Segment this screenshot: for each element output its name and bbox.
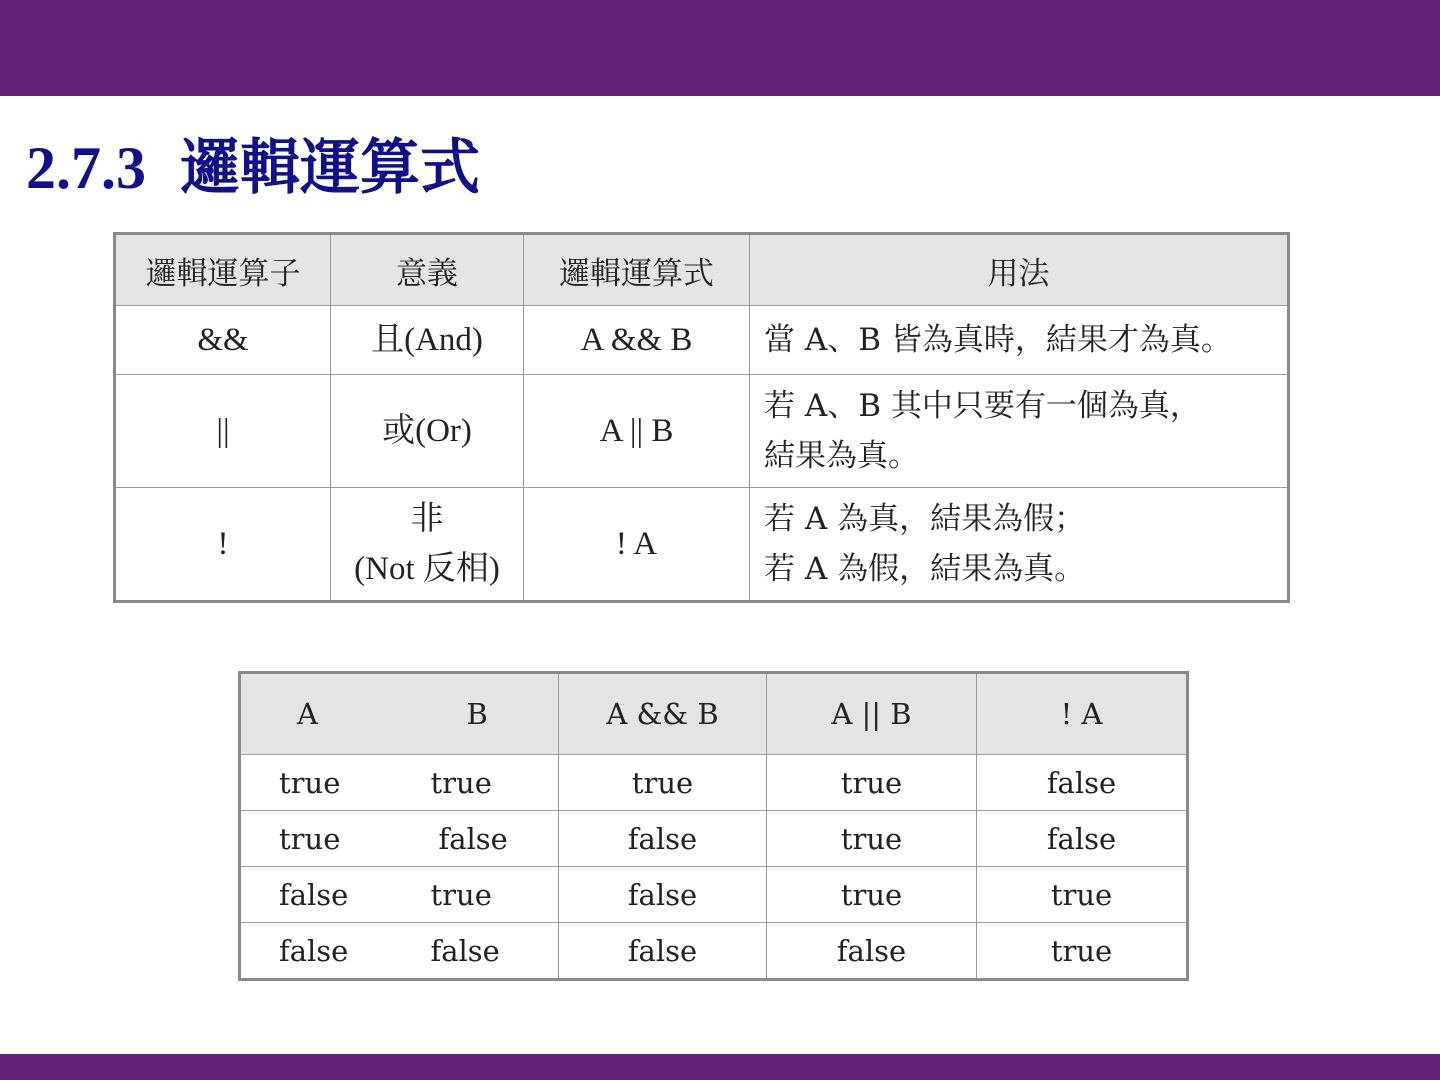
column-header-operator: 邏輯運算子 [115, 234, 331, 306]
not-result-cell: false [977, 811, 1188, 867]
usage-line: 結果為真。 [764, 438, 919, 474]
expression-cell: ! A [524, 488, 750, 602]
usage-line: 若 A、B 其中只要有一個為真， [764, 388, 1201, 424]
value-b-cell: true [397, 755, 559, 811]
table-row [115, 306, 1289, 375]
table-header-row [115, 234, 1289, 306]
column-header-meaning: 意義 [331, 234, 524, 306]
usage-cell [750, 306, 1289, 375]
meaning-line: (Not 反相) [354, 551, 500, 587]
not-result-cell: true [977, 867, 1188, 923]
or-result-cell: true [767, 755, 977, 811]
value-b-cell: false [397, 811, 559, 867]
table-row [115, 488, 1289, 602]
slide-title [26, 128, 480, 208]
value-a-cell: false [279, 933, 349, 968]
table-row [240, 811, 1188, 867]
top-banner-bar [0, 0, 1440, 96]
or-result-cell: true [767, 811, 977, 867]
table-row [240, 867, 1188, 923]
usage-line: 若 A 為假，結果為真。 [764, 551, 1086, 587]
meaning-cell [331, 375, 524, 488]
and-result-cell: false [559, 811, 767, 867]
meaning-line: 非 [410, 501, 444, 537]
value-b-cell: false [430, 933, 500, 968]
expression-cell: A && B [524, 306, 750, 375]
operator-cell: && [115, 306, 331, 375]
column-header-and: A && B [559, 673, 767, 755]
not-result-cell: true [977, 923, 1188, 980]
value-a-cell: true [240, 811, 397, 867]
table-header-row [240, 673, 1188, 755]
table-row [240, 755, 1188, 811]
usage-cell [750, 488, 1289, 602]
or-result-cell: true [767, 867, 977, 923]
meaning-line: 且(And) [371, 322, 483, 358]
and-result-cell: true [559, 755, 767, 811]
operator-cell: ! [115, 488, 331, 602]
value-b-cell: true [397, 867, 559, 923]
and-result-cell: false [559, 923, 767, 980]
or-result-cell: false [767, 923, 977, 980]
column-header-b: B [397, 673, 559, 755]
table-row [115, 375, 1289, 488]
meaning-cell [331, 488, 524, 602]
meaning-line: 或(Or) [382, 413, 472, 449]
usage-line: 當 A、B 皆為真時，結果才為真。 [764, 322, 1232, 358]
bottom-banner-bar [0, 1054, 1440, 1080]
operator-cell: || [115, 375, 331, 488]
section-number: 2.7.3 [26, 135, 146, 201]
table-row [240, 923, 1188, 980]
column-header-not: ! A [977, 673, 1188, 755]
and-result-cell: false [559, 867, 767, 923]
meaning-cell [331, 306, 524, 375]
value-a-cell: false [240, 867, 397, 923]
usage-cell [750, 375, 1289, 488]
section-title: 邏輯運算式 [180, 135, 480, 201]
column-header-or: A || B [767, 673, 977, 755]
column-header-usage: 用法 [750, 234, 1289, 306]
usage-line: 若 A 為真，結果為假； [764, 501, 1086, 537]
column-header-expression: 邏輯運算式 [524, 234, 750, 306]
truth-table [238, 671, 1189, 981]
column-header-a: A [240, 673, 397, 755]
value-a-cell: true [240, 755, 397, 811]
not-result-cell: false [977, 755, 1188, 811]
logical-operators-table [113, 232, 1290, 603]
expression-cell: A || B [524, 375, 750, 488]
